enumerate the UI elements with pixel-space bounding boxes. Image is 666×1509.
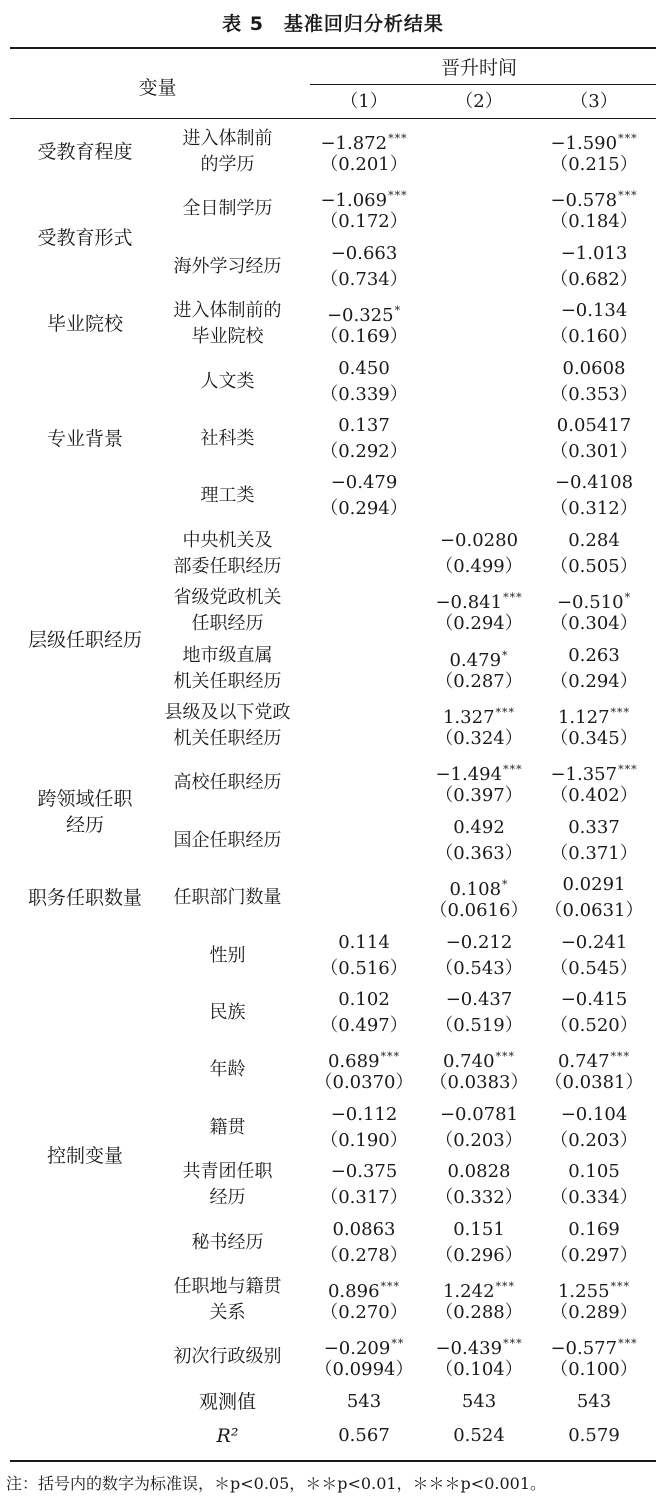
coefficient (423, 1217, 535, 1243)
row-label: 进入体制前 (182, 128, 273, 149)
group-name: 跨领域任职 (37, 787, 133, 810)
coefficient (305, 356, 423, 382)
coef-value: −1.590 (550, 133, 618, 154)
coefficient (423, 987, 535, 1013)
standard-error: （0.292） (320, 441, 408, 462)
coefficient (535, 1217, 653, 1243)
significance-stars: *** (503, 591, 523, 605)
standard-error: （0.332） (435, 1187, 523, 1209)
coef-value: 0.114 (338, 931, 390, 953)
row-label: 理工类 (200, 485, 255, 507)
significance-stars: *** (503, 1337, 523, 1351)
r-squared-value: 0.524 (453, 1424, 505, 1446)
standard-error: （0.397） (435, 785, 523, 807)
header-dependent: 晋升时间 (440, 57, 517, 79)
coef-value: 0.284 (568, 529, 620, 551)
significance-stars: ** (391, 1337, 405, 1351)
coef-value: −0.415 (560, 989, 628, 1010)
coef-value: 0.747 (557, 1051, 610, 1073)
coefficient (535, 1159, 653, 1185)
standard-error: （0.304） (550, 613, 638, 635)
row-label: 任职经历 (191, 613, 264, 635)
group-name: 经历 (65, 813, 104, 836)
r-squared-label: R² (216, 1424, 239, 1447)
significance-stars: *** (495, 1050, 516, 1064)
row-label: 全日制学历 (182, 198, 273, 220)
coefficient (535, 930, 653, 956)
group-name: 层级任职经历 (27, 628, 142, 651)
standard-error: （0.190） (320, 1129, 408, 1151)
coefficient (535, 815, 653, 841)
standard-error: （0.520） (550, 1015, 638, 1036)
row-label: 社科类 (200, 428, 255, 449)
standard-error: （0.270） (320, 1302, 408, 1323)
standard-error: （0.201） (320, 154, 408, 175)
row-label: 机关任职经历 (173, 728, 282, 749)
coef-value: −0.578 (550, 190, 618, 212)
coef-value: 0.151 (453, 1218, 505, 1240)
header-col-3: （3） (570, 91, 618, 112)
standard-error: （0.339） (320, 383, 408, 405)
row-label: 的学历 (200, 154, 255, 175)
observations-value: 543 (346, 1390, 382, 1412)
standard-error: （0.0616） (429, 900, 529, 922)
standard-error: （0.169） (320, 326, 408, 348)
significance-stars: *** (618, 189, 638, 203)
header-rule (10, 118, 656, 119)
coefficient (305, 1102, 423, 1128)
coef-value: 0.05417 (556, 415, 632, 436)
coefficient (305, 1159, 423, 1185)
standard-error: （0.317） (320, 1187, 408, 1209)
standard-error: （0.278） (320, 1244, 408, 1266)
standard-error: （0.172） (320, 211, 408, 233)
coef-value: −0.325 (326, 305, 394, 327)
coefficient (535, 356, 653, 382)
coef-value: −0.134 (560, 300, 628, 322)
coefficient (535, 528, 653, 554)
group-name: 控制变量 (46, 1145, 123, 1168)
standard-error: （0.505） (550, 555, 638, 577)
group-name: 受教育程度 (37, 140, 133, 163)
row-label: 国企任职经历 (173, 829, 282, 851)
significance-stars: *** (388, 132, 408, 145)
coefficient (535, 298, 653, 324)
coefficient (423, 528, 535, 554)
significance-stars: * (394, 304, 402, 318)
coef-value: 0.337 (568, 816, 620, 838)
coef-value: 0.0863 (332, 1218, 396, 1240)
standard-error: （0.294） (550, 670, 638, 692)
standard-error: （0.297） (550, 1244, 638, 1266)
coef-value: −1.494 (435, 764, 503, 786)
significance-stars: *** (380, 1280, 401, 1293)
standard-error: （0.0631） (544, 900, 644, 922)
coefficient (305, 241, 423, 267)
row-label: 中央机关及 (182, 529, 273, 551)
standard-error: （0.334） (550, 1187, 638, 1209)
table-note: 注：括号内的数字为标准误，＊p<0.05，＊＊p<0.01，＊＊＊p<0.001。 (6, 1474, 547, 1493)
coef-value: 0.0608 (562, 357, 626, 379)
observations-value: 543 (461, 1390, 497, 1412)
coef-value: −0.577 (550, 1338, 618, 1360)
coef-value: 0.0828 (447, 1161, 511, 1183)
standard-error: （0.402） (550, 785, 638, 807)
standard-error: （0.499） (435, 555, 523, 577)
significance-stars: *** (388, 189, 408, 203)
standard-error: （0.0383） (429, 1072, 529, 1094)
row-label: 地市级直属 (182, 644, 273, 666)
observations-label: 观测值 (198, 1390, 256, 1413)
row-label: 籍贯 (209, 1116, 246, 1138)
row-label: 性别 (209, 944, 246, 966)
significance-stars: *** (495, 1280, 516, 1293)
coefficient (535, 413, 653, 439)
header-col-1: （1） (340, 91, 388, 112)
row-label: 关系 (209, 1302, 246, 1323)
coef-value: −0.112 (330, 1103, 398, 1125)
dependent-underline (310, 84, 656, 85)
coef-value: −0.375 (330, 1161, 398, 1183)
coef-value: −1.357 (550, 764, 618, 786)
coef-value: 1.327 (442, 707, 495, 728)
row-label: 经历 (209, 1187, 246, 1209)
coef-value: 0.0291 (562, 874, 626, 896)
significance-stars: * (502, 878, 509, 892)
coef-value: 0.492 (453, 816, 505, 838)
coefficient (535, 241, 653, 267)
coef-value: 0.108 (449, 879, 502, 901)
standard-error: （0.301） (550, 441, 638, 462)
coef-value: −0.0280 (439, 529, 519, 551)
standard-error: （0.100） (550, 1359, 638, 1381)
coef-value: 0.105 (568, 1161, 620, 1183)
row-label: 海外学习经历 (173, 255, 282, 277)
coef-value: −0.104 (560, 1103, 628, 1125)
coef-value: 0.740 (442, 1051, 495, 1073)
coef-value: 0.263 (568, 644, 620, 666)
standard-error: （0.371） (550, 842, 638, 864)
standard-error: （0.682） (550, 268, 638, 290)
standard-error: （0.215） (550, 154, 638, 175)
row-label: 高校任职经历 (173, 772, 282, 794)
table-title: 表 5 基准回归分析结果 (222, 13, 444, 35)
coef-value: −0.241 (560, 931, 628, 953)
r-squared-value: 0.579 (568, 1424, 620, 1446)
significance-stars: *** (380, 1050, 401, 1064)
standard-error: （0.312） (550, 498, 638, 520)
row-label: 省级党政机关 (173, 587, 282, 609)
row-label: 共青团任职 (182, 1161, 273, 1183)
coefficient (535, 1102, 653, 1128)
standard-error: （0.287） (435, 670, 523, 692)
header-col-2: （2） (455, 91, 503, 112)
coef-value: −0.439 (435, 1338, 503, 1360)
standard-error: （0.203） (435, 1129, 523, 1151)
coef-value: −0.479 (330, 472, 398, 494)
row-label: 年龄 (209, 1059, 246, 1081)
significance-stars: *** (610, 706, 631, 719)
coef-value: −0.841 (435, 592, 503, 614)
standard-error: （0.104） (435, 1359, 523, 1381)
row-label: 部委任职经历 (173, 555, 282, 577)
standard-error: （0.545） (550, 957, 638, 979)
standard-error: （0.519） (435, 1015, 523, 1036)
observations-value: 543 (576, 1390, 612, 1412)
coef-value: −1.069 (320, 190, 388, 212)
coefficient (535, 470, 653, 496)
standard-error: （0.324） (435, 728, 523, 749)
standard-error: （0.345） (550, 728, 638, 749)
coef-value: −0.212 (445, 931, 513, 953)
coef-value: −1.013 (560, 242, 628, 264)
coefficient (423, 930, 535, 956)
row-label: 任职部门数量 (173, 887, 282, 909)
coef-value: 1.127 (557, 707, 610, 728)
coefficient (535, 643, 653, 669)
coef-value: −1.872 (320, 133, 388, 154)
group-name: 专业背景 (46, 427, 123, 450)
coef-value: −0.4108 (554, 472, 634, 494)
row-label: 人文类 (200, 370, 255, 392)
top-rule (10, 47, 656, 49)
row-label: 初次行政级别 (173, 1346, 282, 1368)
coef-value: 0.169 (568, 1218, 620, 1240)
standard-error: （0.543） (435, 957, 523, 979)
row-label: 任职地与籍贯 (173, 1276, 282, 1297)
standard-error: （0.497） (320, 1015, 408, 1036)
row-label: 毕业院校 (191, 326, 264, 348)
standard-error: （0.184） (550, 211, 638, 233)
coef-value: −0.209 (323, 1338, 391, 1360)
standard-error: （0.0370） (314, 1072, 414, 1094)
row-label: 民族 (209, 1002, 246, 1023)
coef-value: 0.102 (338, 989, 390, 1010)
group-name: 受教育形式 (37, 226, 133, 249)
group-name: 职务任职数量 (27, 886, 142, 909)
significance-stars: * (624, 591, 632, 605)
standard-error: （0.0994） (314, 1359, 414, 1381)
standard-error: （0.160） (550, 326, 638, 348)
coef-value: −0.0781 (439, 1103, 519, 1125)
standard-error: （0.734） (320, 268, 408, 290)
coef-value: 0.450 (338, 357, 390, 379)
row-label: 县级及以下党政 (164, 702, 291, 723)
standard-error: （0.294） (435, 613, 523, 635)
coefficient (535, 987, 653, 1013)
significance-stars: *** (610, 1050, 631, 1064)
coef-value: −0.437 (445, 989, 513, 1010)
significance-stars: *** (610, 1280, 631, 1293)
row-label: 机关任职经历 (173, 670, 282, 692)
header-variable: 变量 (138, 77, 177, 99)
standard-error: （0.0381） (544, 1072, 644, 1094)
significance-stars: *** (495, 706, 516, 719)
coefficient (423, 815, 535, 841)
coefficient (535, 872, 653, 898)
standard-error: （0.296） (435, 1244, 523, 1266)
coefficient (305, 987, 423, 1013)
coef-value: 1.242 (442, 1281, 495, 1302)
row-label: 秘书经历 (191, 1231, 264, 1253)
significance-stars: *** (618, 1337, 638, 1351)
coef-value: 0.689 (327, 1051, 380, 1073)
standard-error: （0.203） (550, 1129, 638, 1151)
standard-error: （0.353） (550, 383, 638, 405)
significance-stars: * (502, 648, 509, 662)
significance-stars: *** (618, 132, 638, 145)
significance-stars: *** (618, 763, 638, 777)
standard-error: （0.516） (320, 957, 408, 979)
coef-value: 0.896 (327, 1281, 380, 1302)
coefficient (423, 1102, 535, 1128)
row-label: 进入体制前的 (173, 300, 282, 322)
standard-error: （0.289） (550, 1302, 638, 1323)
coef-value: 1.255 (557, 1281, 610, 1302)
coef-value: −0.663 (330, 242, 398, 264)
coefficient (305, 930, 423, 956)
coefficient (423, 1159, 535, 1185)
r-squared-value: 0.567 (338, 1424, 390, 1446)
coef-value: 0.479 (449, 649, 502, 671)
standard-error: （0.288） (435, 1302, 523, 1323)
coefficient (305, 470, 423, 496)
bottom-rule (10, 1460, 656, 1462)
standard-error: （0.363） (435, 842, 523, 864)
group-name: 毕业院校 (46, 312, 123, 335)
coefficient (305, 413, 423, 439)
coef-value: −0.510 (556, 592, 624, 614)
coefficient (305, 1217, 423, 1243)
significance-stars: *** (503, 763, 523, 777)
coef-value: 0.137 (338, 415, 390, 436)
standard-error: （0.294） (320, 498, 408, 520)
